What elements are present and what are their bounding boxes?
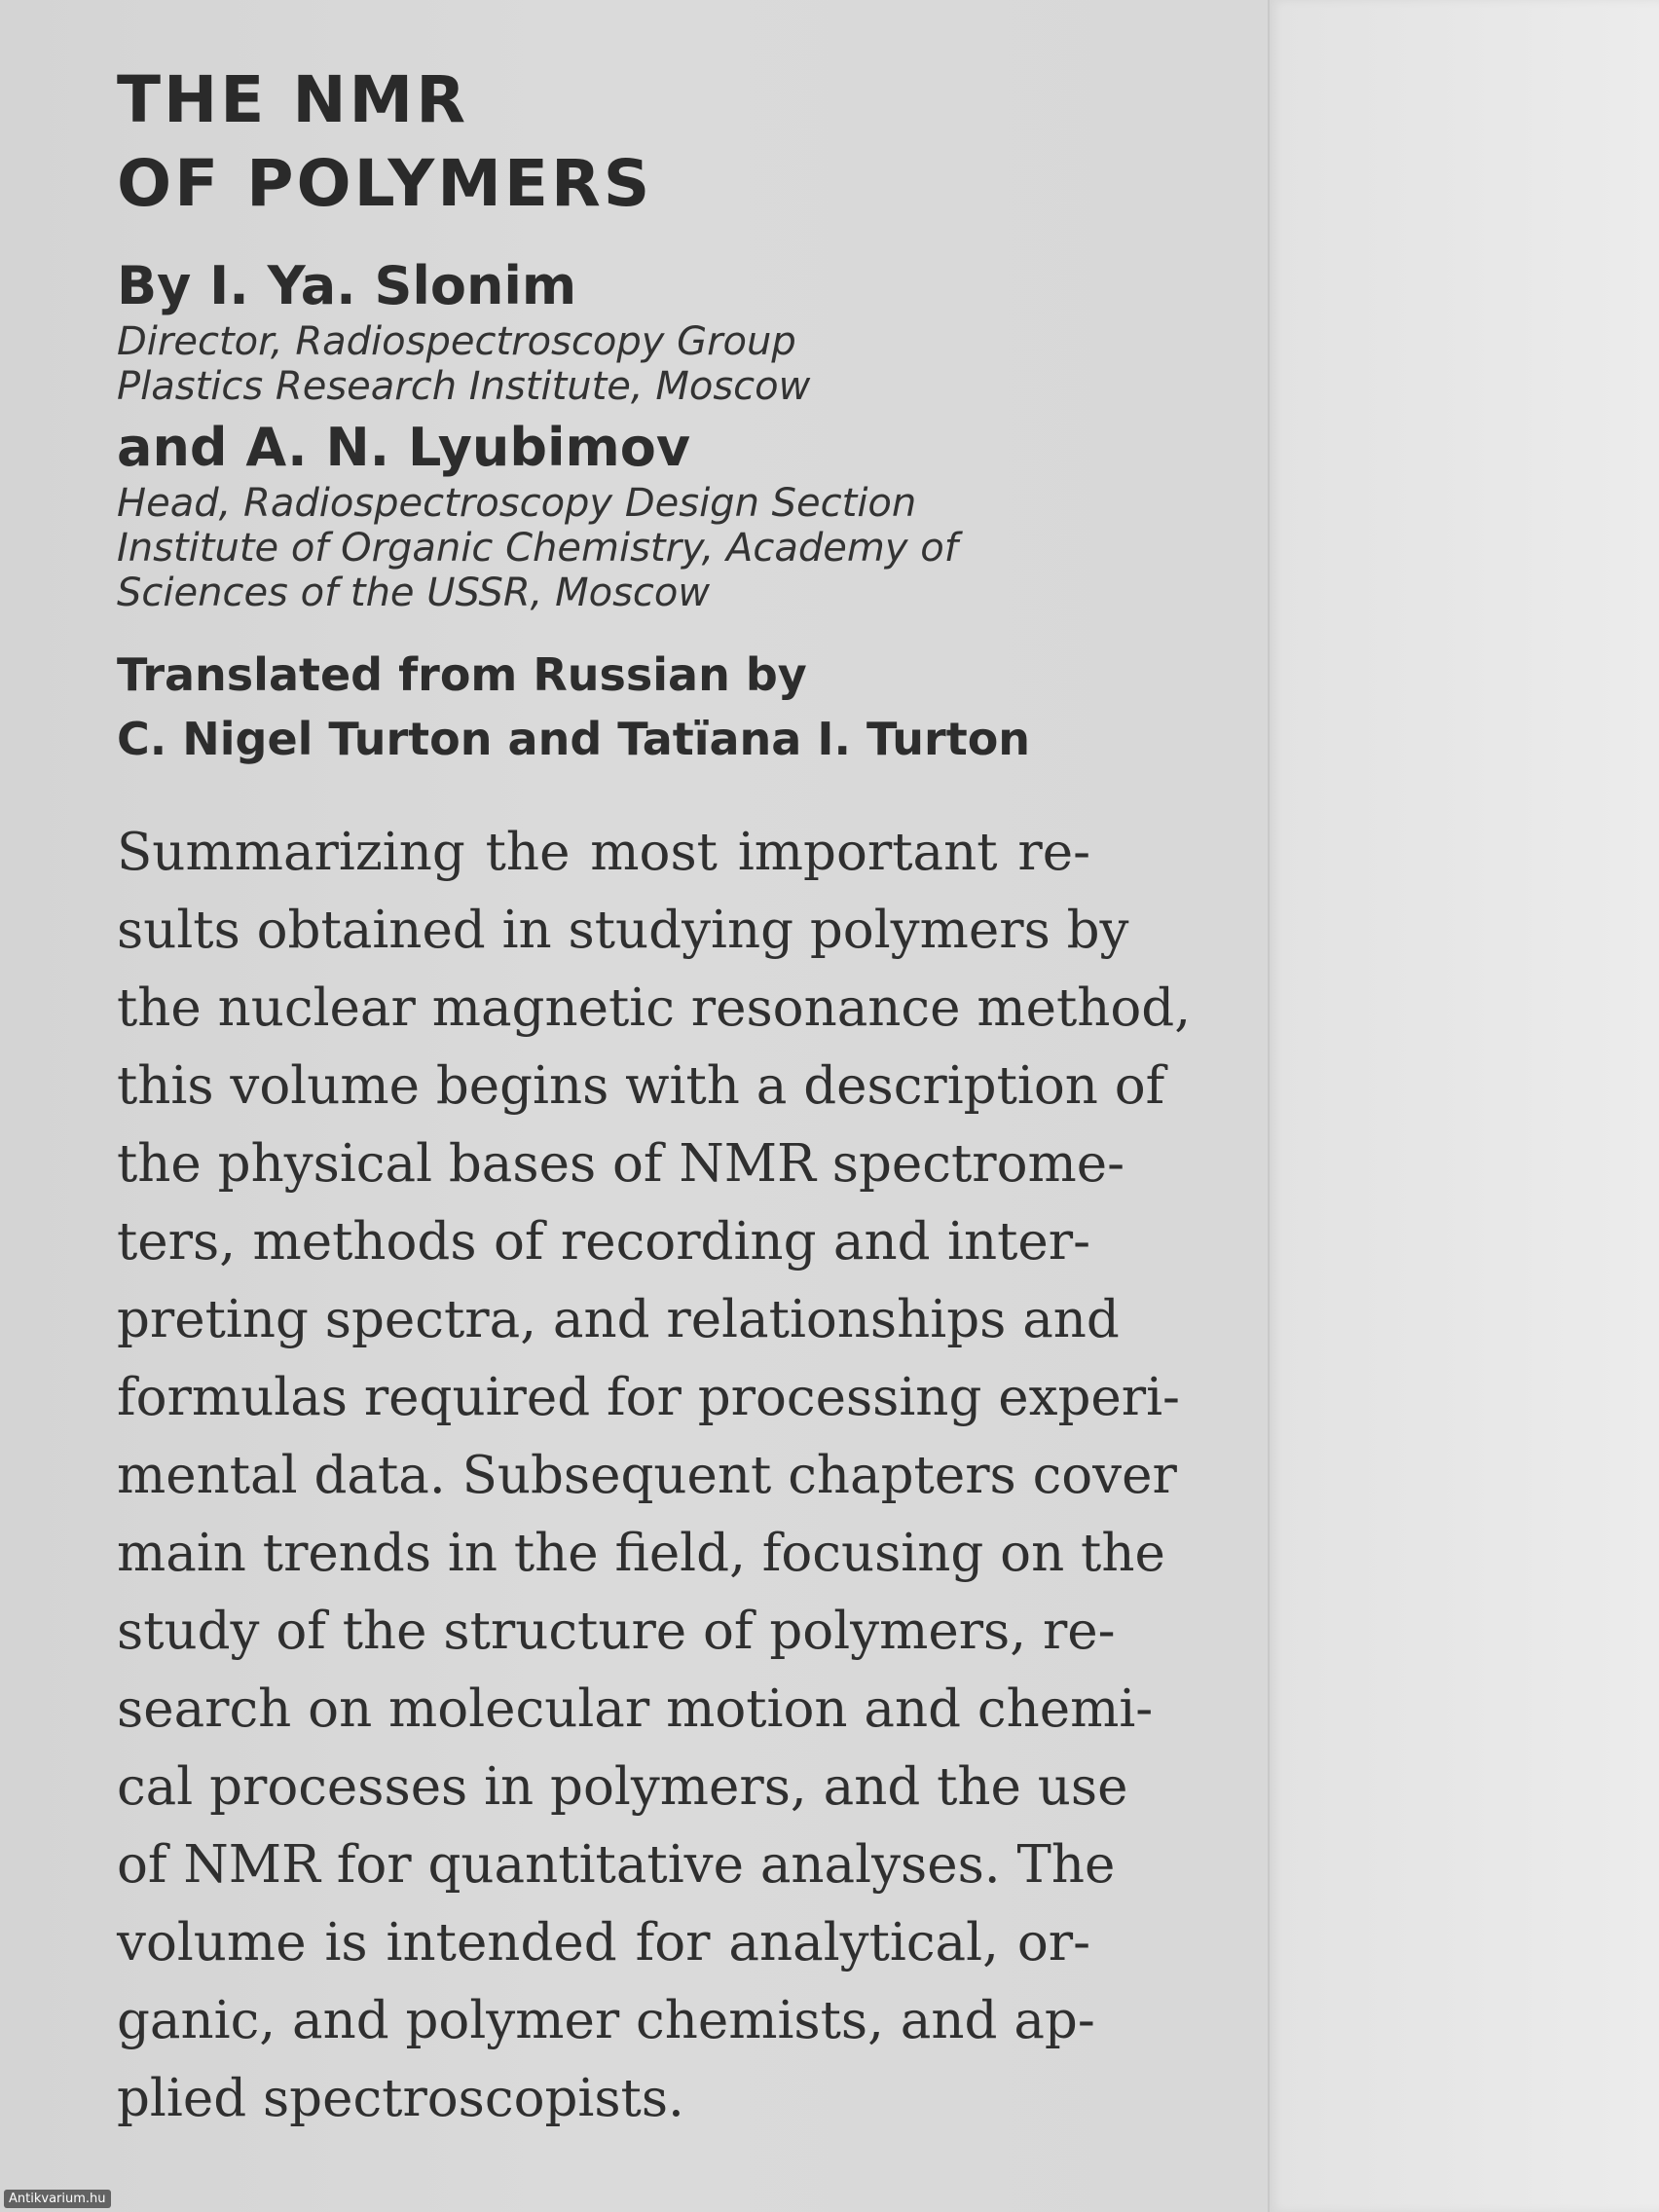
description-line: cal processes in polymers, and the use <box>117 1757 1128 1817</box>
affiliation-line: Plastics Research Institute, Moscow <box>117 364 811 409</box>
affiliation-line: Head, Radiospectroscopy Design Section <box>117 481 917 526</box>
description-line: this volume begins with a description of <box>117 1056 1165 1116</box>
author-affiliation <box>117 319 1110 409</box>
affiliation-line: Sciences of the USSR, Moscow <box>117 571 711 615</box>
description-line: preting spectra, and relationships and <box>117 1290 1120 1349</box>
watermark-text: Antikvarium.hu <box>4 2190 111 2208</box>
affiliation-line: Director, Radiospectroscopy Group <box>117 319 796 364</box>
description-line: mental data. Subsequent chapters cover <box>117 1446 1177 1505</box>
translator-line: Translated from Russian by <box>117 648 807 701</box>
description-line: plied spectroscopists. <box>117 2069 684 2128</box>
book-title <box>117 58 1110 226</box>
translator-credit <box>117 643 1110 771</box>
description-line: Summarizing the most important re- <box>117 823 1090 882</box>
description-line: the nuclear magnetic resonance method, <box>117 978 1192 1038</box>
description-line: of NMR for quantitative analyses. The <box>117 1835 1116 1895</box>
title-line: THE NMR <box>117 62 469 137</box>
description-line: search on molecular motion and chemi- <box>117 1679 1154 1739</box>
description-line: study of the structure of polymers, re- <box>117 1602 1116 1661</box>
description-line: ters, methods of recording and inter- <box>117 1212 1090 1272</box>
author-name: By I. Ya. Slonim <box>117 255 577 316</box>
description-line: main trends in the field, focusing on the <box>117 1524 1165 1583</box>
translator-line: C. Nigel Turton and Tatïana I. Turton <box>117 713 1031 765</box>
description-line: volume is intended for analytical, or- <box>117 1913 1090 1972</box>
page-content <box>117 58 1192 2138</box>
book-description <box>117 814 1192 2138</box>
author-affiliation <box>117 481 1110 615</box>
description-line: the physical bases of NMR spectrome- <box>117 1134 1125 1194</box>
description-line: formulas required for processing experi- <box>117 1368 1180 1427</box>
inner-flap-edge <box>1268 0 1659 2212</box>
title-line: OF POLYMERS <box>117 146 653 221</box>
description-line: ganic, and polymer chemists, and ap- <box>117 1991 1095 2050</box>
description-line: sults obtained in studying polymers by <box>117 901 1129 960</box>
affiliation-line: Institute of Organic Chemistry, Academy of <box>117 526 958 571</box>
author-name: and A. N. Lyubimov <box>117 417 691 478</box>
